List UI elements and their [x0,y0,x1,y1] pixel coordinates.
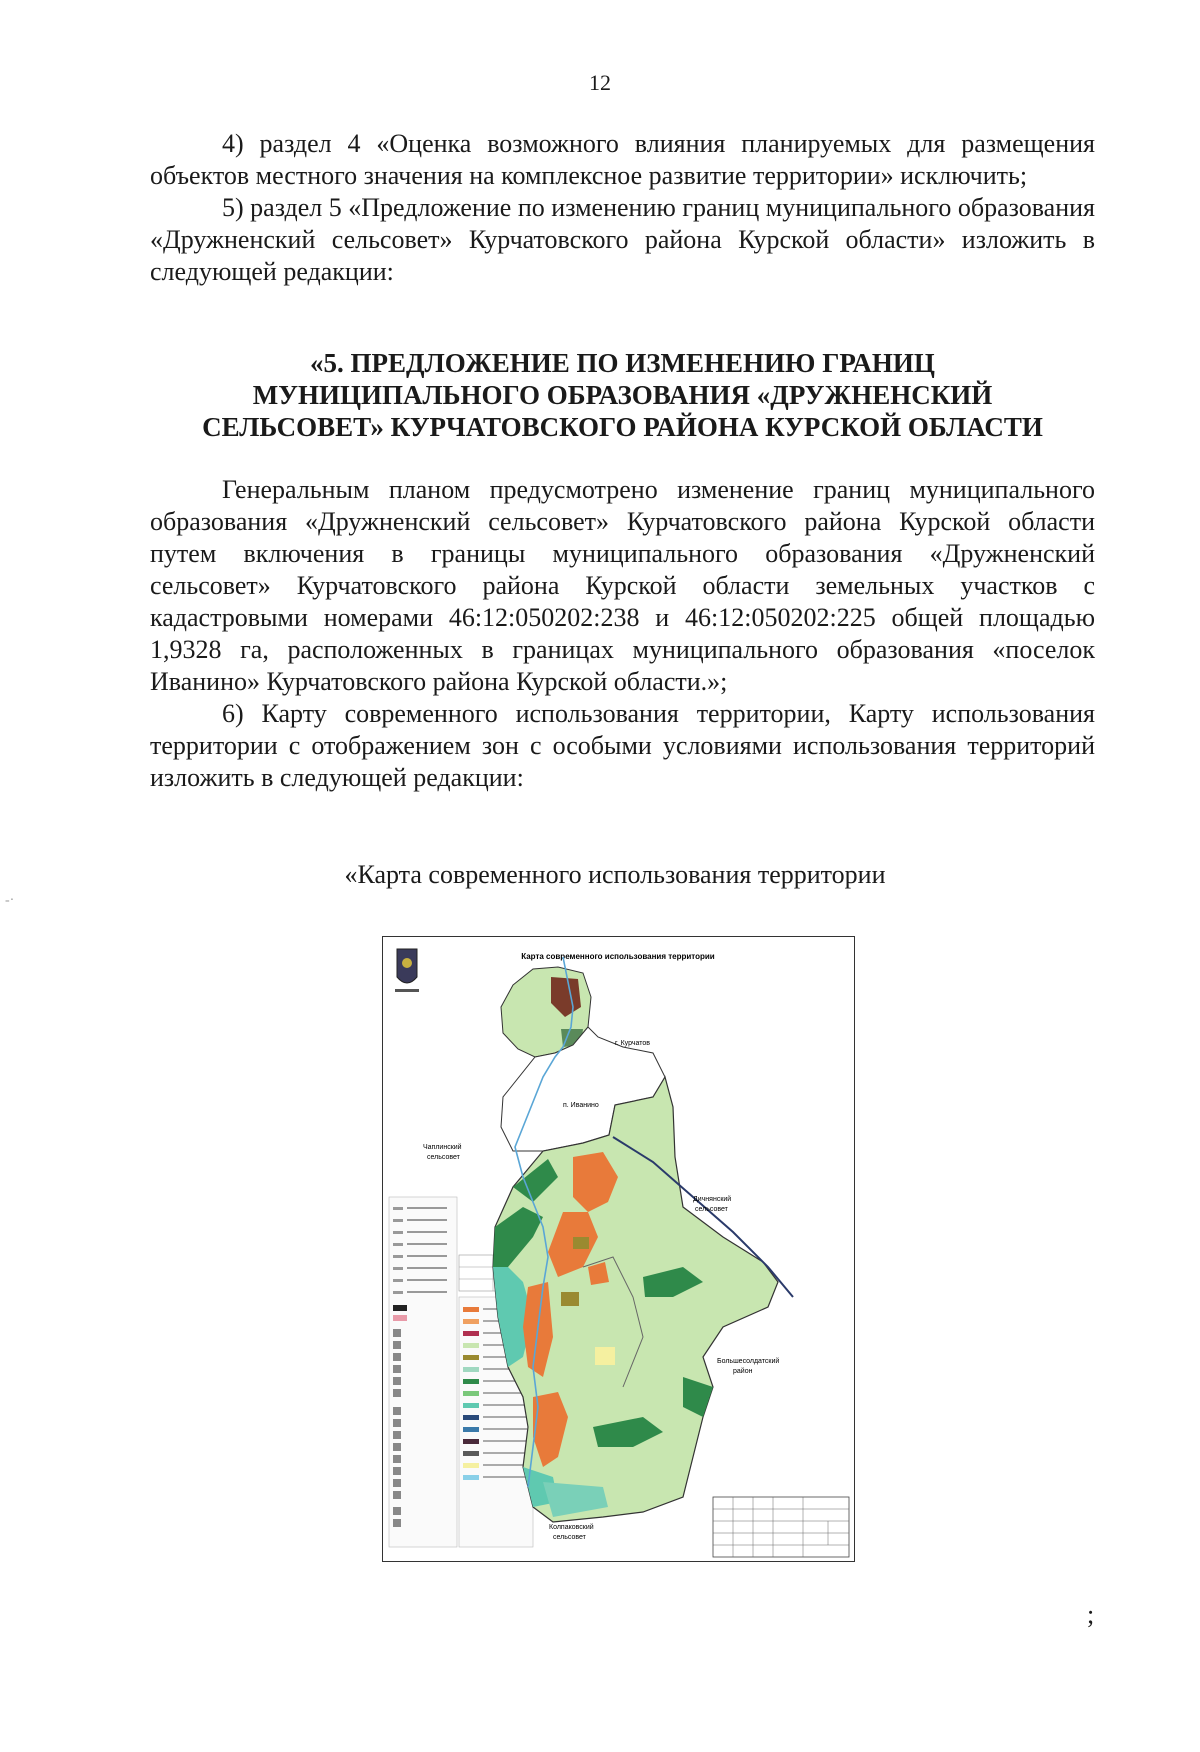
territory-map [382,936,855,1562]
text-block-section-5 [150,474,1095,794]
label-bolshesoldatsky-2: район [733,1368,753,1375]
label-kolpakovsky: Колпаковский [549,1524,594,1531]
paragraph-boundary-change: Генеральным планом предусмотрено изменение границ муниципального образования «Дружненский сельсовет» Курчатовского района Курской области путем включения в границы муниципального образования «Дружненский сельсовет» Курчатовского района Курской области земельных участков с кадастровыми номерами 46:12:050202:238 и 46:12:050202:225 общей площадью 1,9328 га, расположенных в границах муниципального образования «поселок Иванино» Курчатовского района Курской области.»; [150,475,1095,696]
label-ivanino: п. Иванино [563,1102,599,1109]
trailing-semicolon: ; [1087,1600,1095,1629]
title-block-stamp [713,1497,849,1557]
heading-line: МУНИЦИПАЛЬНОГО ОБРАЗОВАНИЯ «ДРУЖНЕНСКИЙ [252,380,993,410]
agricultural-patch-2 [573,1237,589,1249]
agricultural-patch [561,1292,579,1306]
label-kolpakovsky-2: сельсовет [553,1534,586,1541]
heading-line: СЕЛЬСОВЕТ» КУРЧАТОВСКОГО РАЙОНА КУРСКОЙ ОБЛАСТИ [202,412,1043,442]
map-title: Карта современного использования территории [521,952,715,961]
label-dichnyansky-2: сельсовет [695,1206,728,1213]
label-bolshesoldatsky: Большесолдатский [717,1358,780,1365]
scan-artifact: -· [5,893,15,908]
label-dichnyansky: Дичнянский [693,1196,732,1203]
paragraph-item-6: 6) Карту современного использования территории, Карту использования территории с отображением зон с особыми условиями использования территорий изложить в следующей редакции: [150,699,1095,792]
page-number: 12 [589,70,611,95]
text-block-amendments [150,128,1095,288]
map-caption: «Карта современного использования территории [344,860,886,889]
label-kurchatov: г. Курчатов [615,1040,650,1047]
yellow-patch [595,1347,615,1365]
heading-line: «5. ПРЕДЛОЖЕНИЕ ПО ИЗМЕНЕНИЮ ГРАНИЦ [310,348,935,378]
paragraph-item-5: 5) раздел 5 «Предложение по изменению границ муниципального образования «Дружненский сельсовет» Курчатовского района Курской области» изложить в следующей редакции: [150,193,1095,286]
section-heading [150,347,1095,443]
map-legend [389,1197,457,1547]
paragraph-item-4: 4) раздел 4 «Оценка возможного влияния планируемых для размещения объектов местного значения на комплексное развитие территории» исключить; [150,129,1095,190]
territory-map-svg [383,937,853,1560]
coat-of-arms-icon [395,949,419,992]
label-chaplinsky-2: сельсовет [427,1154,460,1161]
label-chaplinsky: Чаплинский [423,1144,462,1151]
